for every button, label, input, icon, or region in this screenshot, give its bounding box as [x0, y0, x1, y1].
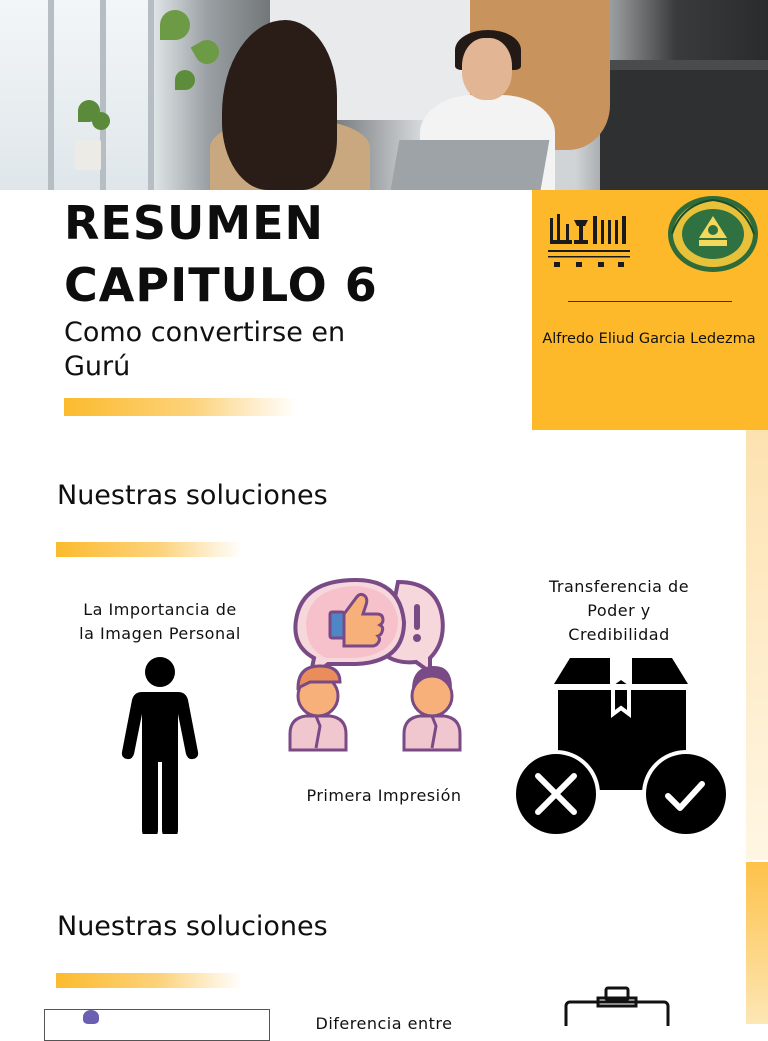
page-subtitle	[64, 316, 345, 384]
side-accent-strip	[746, 430, 768, 860]
section-heading: Nuestras soluciones	[57, 911, 328, 942]
item-label-line: La Importancia de	[83, 600, 237, 619]
image-card	[44, 1009, 270, 1041]
window-frame	[48, 0, 54, 190]
title-line-1: RESUMEN	[64, 196, 325, 250]
accent-bar	[64, 398, 296, 416]
box-decision-icon	[514, 656, 728, 836]
faculty-logo-icon	[546, 210, 632, 270]
item-label-first-impression: Primera Impresión	[306, 786, 462, 805]
signature-line	[568, 301, 732, 302]
page-title	[64, 192, 378, 316]
section-accent-bar	[56, 973, 242, 988]
item-label-power	[520, 575, 718, 647]
woman-face	[462, 38, 512, 100]
plant-leaf	[175, 70, 195, 90]
laptop	[391, 140, 550, 190]
person-icon	[120, 656, 200, 834]
item-label-line: Transferencia de	[548, 577, 690, 596]
university-seal-icon	[666, 194, 760, 274]
section-accent-bar	[56, 542, 242, 557]
item-label-line: Poder y	[587, 601, 651, 620]
author-name: Alfredo Eliud Garcia Ledezma	[542, 331, 756, 347]
hero-photo	[0, 0, 768, 190]
woman-back-hair	[222, 20, 337, 190]
cabinet	[600, 70, 768, 190]
avatar-icon	[83, 1010, 99, 1024]
plant-leaf	[160, 10, 190, 40]
clipboard-icon	[562, 986, 672, 1026]
item-label-image	[60, 598, 260, 646]
section-heading: Nuestras soluciones	[57, 480, 328, 511]
item-label-line: la Imagen Personal	[79, 624, 241, 643]
item-label-line: Credibilidad	[568, 625, 670, 644]
meeting-feedback-icon	[286, 574, 466, 752]
plant-pot	[75, 140, 101, 170]
item-label-difference: Diferencia entre	[315, 1014, 453, 1033]
plant-leaf	[191, 36, 224, 69]
subtitle-line-1: Como convertirse en	[64, 317, 346, 348]
subtitle-line-2: Gurú	[64, 351, 131, 382]
window-frame	[148, 0, 154, 190]
title-line-2: CAPITULO 6	[64, 258, 378, 312]
side-accent-strip	[746, 862, 768, 1024]
